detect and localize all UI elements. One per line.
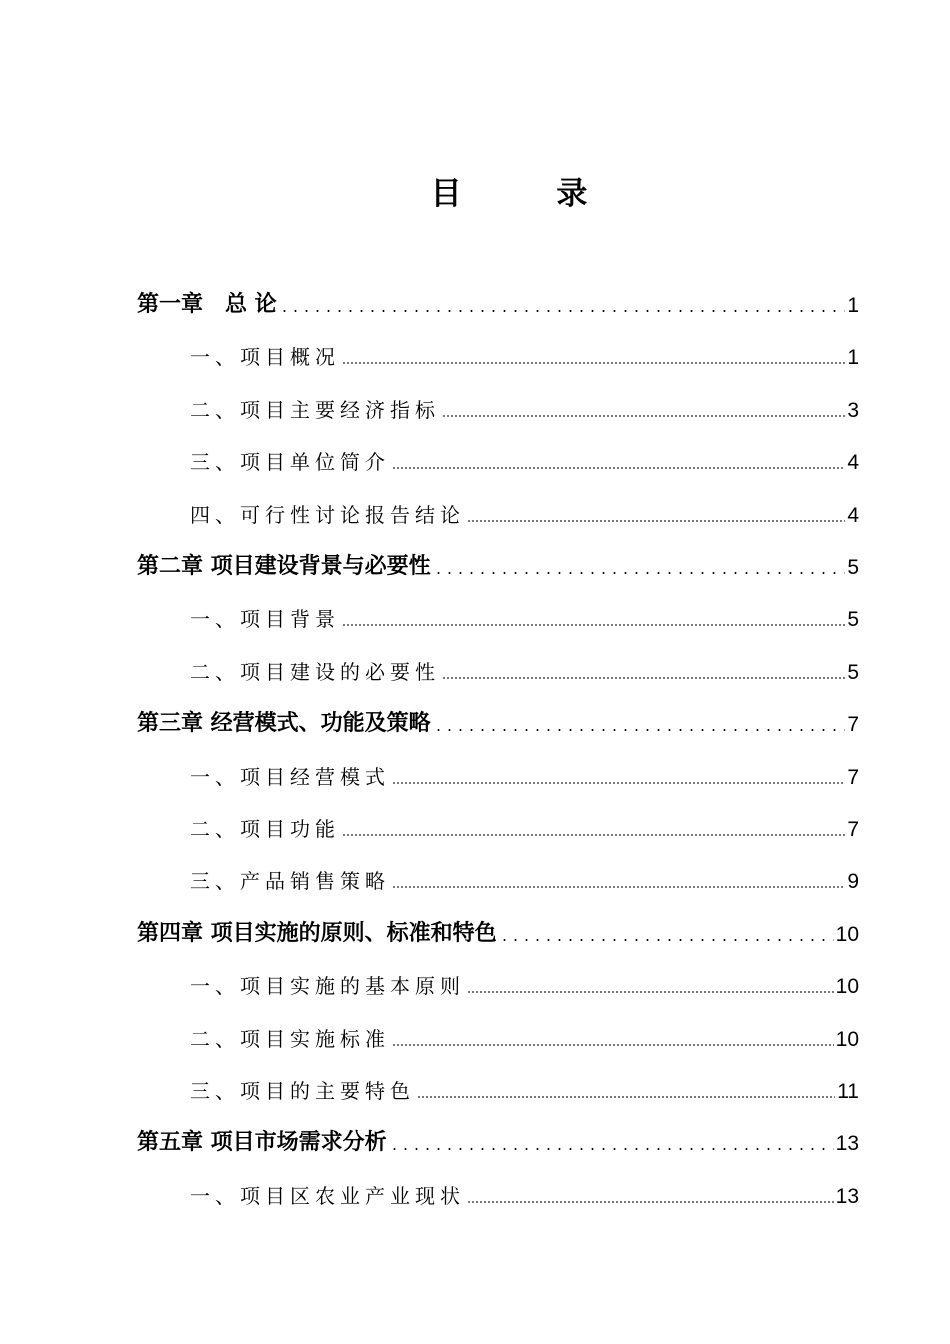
toc-entry-title: 第五章 项目市场需求分析 bbox=[137, 1129, 387, 1156]
toc-page-number: 4 bbox=[847, 451, 859, 475]
toc-dot-leader bbox=[467, 520, 845, 522]
toc-section-entry[interactable] bbox=[190, 330, 859, 370]
toc-page-number: 5 bbox=[847, 608, 859, 632]
toc-chapter-entry[interactable] bbox=[137, 278, 859, 318]
toc-section-entry[interactable] bbox=[190, 488, 859, 528]
toc-dot-leader bbox=[417, 1096, 835, 1098]
toc-section-entry[interactable] bbox=[190, 802, 859, 842]
toc-entry-title: 三、产品销售策略 bbox=[190, 869, 390, 894]
toc-entry-title: 二、项目实施标准 bbox=[190, 1026, 390, 1051]
toc-section-entry[interactable] bbox=[190, 854, 859, 894]
toc-page-number: 7 bbox=[847, 713, 859, 737]
toc-page-number: 7 bbox=[847, 818, 859, 841]
toc-entry-title: 四、可行性讨论报告结论 bbox=[190, 502, 465, 527]
toc-page-number: 10 bbox=[835, 922, 859, 946]
toc-page-number: 5 bbox=[847, 660, 859, 684]
toc-entry-title: 一、项目概况 bbox=[190, 345, 340, 370]
toc-dot-leader bbox=[442, 415, 845, 417]
toc-dot-leader bbox=[342, 362, 845, 364]
toc-entry-title: 一、项目实施的基本原则 bbox=[190, 974, 465, 999]
toc-entry-title: 一、项目经营模式 bbox=[190, 764, 390, 789]
toc-dot-leader bbox=[389, 1148, 834, 1150]
toc-dot-leader bbox=[442, 677, 845, 679]
toc-page-number: 13 bbox=[835, 1132, 859, 1156]
toc-section-entry[interactable] bbox=[190, 750, 859, 790]
toc-page-number: 10 bbox=[835, 1027, 859, 1051]
toc-entry-title: 二、项目主要经济指标 bbox=[190, 397, 440, 422]
toc-page-number: 7 bbox=[847, 765, 859, 789]
toc-page-number: 3 bbox=[847, 398, 859, 422]
toc-page-number: 1 bbox=[847, 294, 859, 317]
toc-section-entry[interactable] bbox=[190, 1064, 859, 1104]
toc-entry-title: 三、项目的主要特色 bbox=[190, 1079, 415, 1103]
toc-section-entry[interactable] bbox=[190, 435, 859, 475]
toc-section-entry[interactable] bbox=[190, 1169, 859, 1209]
toc-title: 目 录 bbox=[430, 176, 630, 212]
toc-chapter-entry[interactable] bbox=[137, 907, 859, 947]
toc-section-entry[interactable] bbox=[190, 1012, 859, 1052]
toc-entry-title: 二、项目建设的必要性 bbox=[190, 659, 440, 684]
toc-dot-leader bbox=[433, 729, 846, 731]
toc-entry-title: 第二章 项目建设背景与必要性 bbox=[137, 553, 431, 579]
toc-page-number: 11 bbox=[837, 1080, 859, 1103]
toc-page-number: 10 bbox=[835, 975, 859, 999]
toc-dot-leader bbox=[392, 467, 845, 469]
toc-dot-leader bbox=[433, 572, 846, 574]
toc-section-entry[interactable] bbox=[190, 592, 859, 632]
toc-dot-leader bbox=[279, 310, 846, 312]
toc-dot-leader bbox=[499, 939, 834, 941]
toc-entry-title: 二、项目功能 bbox=[190, 817, 340, 841]
toc-page-number: 1 bbox=[847, 346, 859, 370]
toc-dot-leader bbox=[392, 886, 845, 888]
toc-entry-title: 一、项目区农业产业现状 bbox=[190, 1183, 465, 1208]
toc-dot-leader bbox=[342, 834, 845, 836]
toc-dot-leader bbox=[392, 782, 845, 784]
toc-chapter-entry[interactable] bbox=[137, 540, 859, 580]
toc-dot-leader bbox=[467, 1201, 834, 1203]
toc-dot-leader bbox=[342, 624, 845, 626]
toc-section-entry[interactable] bbox=[190, 383, 859, 423]
toc-section-entry[interactable] bbox=[190, 645, 859, 685]
toc-dot-leader bbox=[467, 991, 834, 993]
toc-entry-title: 第四章 项目实施的原则、标准和特色 bbox=[137, 919, 497, 946]
toc-dot-leader bbox=[392, 1044, 834, 1046]
toc-entry-title: 第三章 经营模式、功能及策略 bbox=[137, 710, 431, 737]
toc-entry-title: 三、项目单位简介 bbox=[190, 450, 390, 475]
toc-page-number: 5 bbox=[847, 556, 859, 579]
toc-page-number: 4 bbox=[847, 503, 859, 527]
toc-chapter-entry[interactable] bbox=[137, 1116, 859, 1156]
toc-chapter-entry[interactable] bbox=[137, 697, 859, 737]
toc-entry-title: 一、项目背景 bbox=[190, 607, 340, 632]
toc-page-number: 13 bbox=[835, 1184, 859, 1208]
toc-section-entry[interactable] bbox=[190, 959, 859, 999]
toc-entry-title: 第一章 总 论 bbox=[137, 291, 277, 317]
toc-page-number: 9 bbox=[847, 870, 859, 894]
